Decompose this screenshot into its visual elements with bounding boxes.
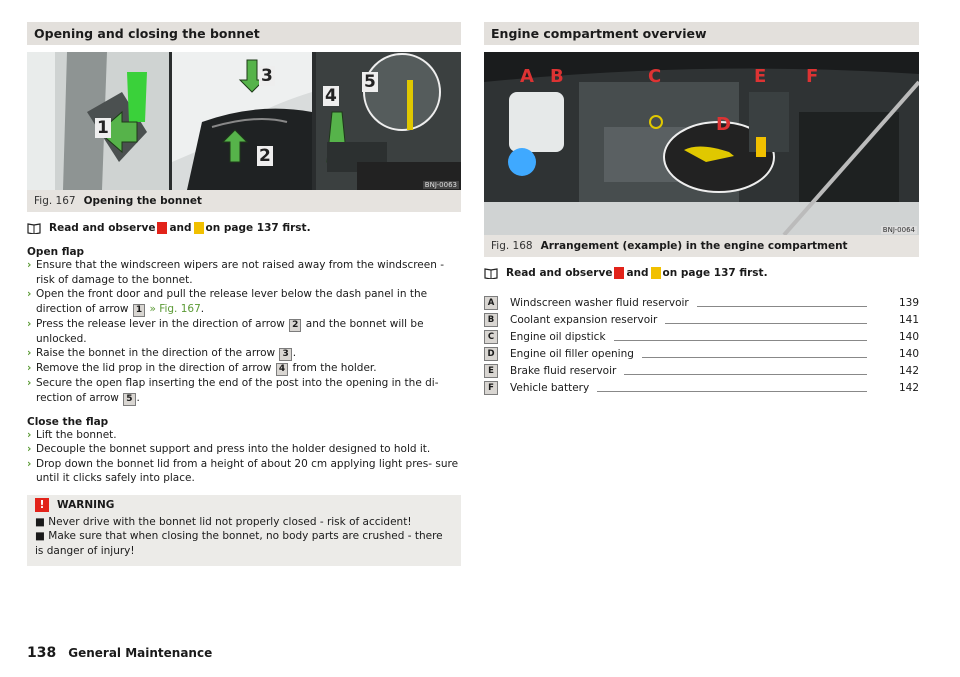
- caption-number: Fig. 168: [491, 240, 533, 252]
- book-icon: [27, 222, 41, 234]
- figure-label-f: F: [806, 66, 819, 87]
- figure-code: BNJ-0063: [424, 181, 457, 189]
- figure-code: BNJ-0064: [882, 226, 915, 234]
- figure-label-a: A: [520, 66, 534, 87]
- list-item: › Raise the bonnet in the direction of the arrow 3 .: [27, 347, 297, 359]
- section-title: Engine compartment overview: [484, 22, 919, 45]
- figure-bonnet: [27, 52, 461, 190]
- page-number: 138: [27, 645, 57, 661]
- caption-number: Fig. 167: [34, 195, 76, 207]
- bonnet-illustration: [27, 52, 461, 190]
- warning-icon: !: [35, 498, 49, 512]
- warning-item: ■ Make sure that when closing the bonnet, no body parts are crushed - there is danger of injury!: [35, 530, 443, 557]
- note-yellow-icon: [194, 222, 204, 234]
- figure-label-5: 5: [364, 72, 376, 92]
- list-item: › Lift the bonnet.: [27, 428, 117, 441]
- list-item: › Ensure that the windscreen wipers are not raised away from the windscreen - risk of damage to the bonnet.: [27, 259, 445, 286]
- list-item: › Remove the lid prop in the direction of arrow 4 from the holder.: [27, 362, 377, 374]
- reference-row[interactable]: E Brake fluid reservoir 142: [484, 362, 919, 379]
- read-observe-note: Read and observe and on page 137 first.: [27, 221, 461, 235]
- note-yellow-icon: [651, 267, 661, 279]
- warning-box: [27, 495, 461, 567]
- figure-label-d: D: [716, 114, 731, 135]
- warning-red-icon: [157, 222, 167, 234]
- warning-title: WARNING: [57, 498, 115, 511]
- caption-text: Arrangement (example) in the engine compartment: [540, 240, 848, 252]
- figure-label-1: 1: [97, 118, 109, 138]
- list-item: › Drop down the bonnet lid from a height of about 20 cm applying light pres- sure until it clicks safely into place.: [27, 457, 459, 484]
- caption-text: Opening the bonnet: [83, 195, 202, 207]
- reference-row[interactable]: F Vehicle battery 142: [484, 379, 919, 396]
- list-item: › Press the release lever in the direction of arrow 2 and the bonnet will be unlocked.: [27, 317, 424, 345]
- figure-label-c: C: [648, 66, 662, 87]
- reference-list: [484, 294, 919, 396]
- reference-row[interactable]: B Coolant expansion reservoir 141: [484, 311, 919, 328]
- list-item: › Decouple the bonnet support and press into the holder designed to hold it.: [27, 443, 431, 455]
- list-item: › Open the front door and pull the release lever below the dash panel in the direction of arrow 1 » Fig. 167.: [27, 288, 428, 315]
- figure-caption: [484, 235, 919, 257]
- page-footer: [27, 645, 212, 661]
- book-icon: [484, 267, 498, 279]
- open-flap-heading: Open flap: [27, 246, 85, 258]
- figure-link[interactable]: » Fig. 167: [149, 302, 201, 315]
- reference-row[interactable]: A Windscreen washer fluid reservoir 139: [484, 294, 919, 311]
- warning-item: ■ Never drive with the bonnet lid not properly closed - risk of accident!: [35, 515, 412, 528]
- close-flap-heading: Close the flap: [27, 415, 109, 428]
- reference-row[interactable]: D Engine oil filler opening 140: [484, 345, 919, 362]
- figure-label-b: B: [550, 66, 564, 87]
- chapter-title: General Maintenance: [68, 646, 213, 660]
- figure-label-4: 4: [325, 86, 337, 106]
- figure-label-2: 2: [259, 146, 271, 166]
- figure-label-3: 3: [261, 66, 273, 86]
- figure-engine: [484, 52, 919, 235]
- figure-caption: [27, 190, 461, 212]
- left-column: [27, 22, 461, 566]
- section-title: Opening and closing the bonnet: [27, 22, 461, 45]
- reference-row[interactable]: C Engine oil dipstick 140: [484, 328, 919, 345]
- figure-label-e: E: [754, 66, 767, 87]
- right-column: [484, 22, 919, 396]
- warning-red-icon: [614, 267, 624, 279]
- read-observe-note: Read and observe and on page 137 first.: [484, 266, 919, 280]
- list-item: › Secure the open flap inserting the end of the post into the opening in the di- rection of arrow 5 .: [27, 377, 439, 404]
